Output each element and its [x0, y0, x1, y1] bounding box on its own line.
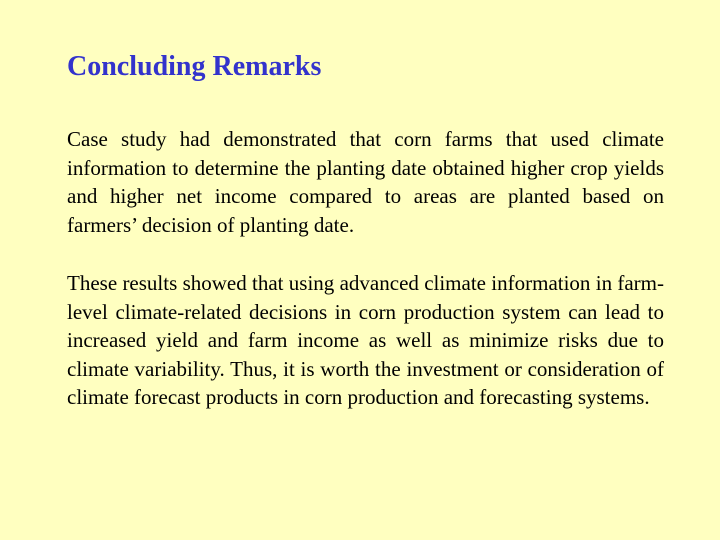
paragraph-results: These results showed that using advanced climate information in farm-level climate-related decisions in corn production system can lead to increased yield and farm income as well as minimize risks due to climate variability. Thus, it is worth the investment or consideration of climate forecast products in corn production and forecasting systems.	[67, 271, 664, 410]
slide-title: Concluding Remarks	[67, 51, 322, 82]
paragraph-case-study: Case study had demonstrated that corn farms that used climate information to determine the planting date obtained higher crop yields and higher net income compared to areas are planted based on farmers’ decision of planting date.	[67, 127, 664, 237]
